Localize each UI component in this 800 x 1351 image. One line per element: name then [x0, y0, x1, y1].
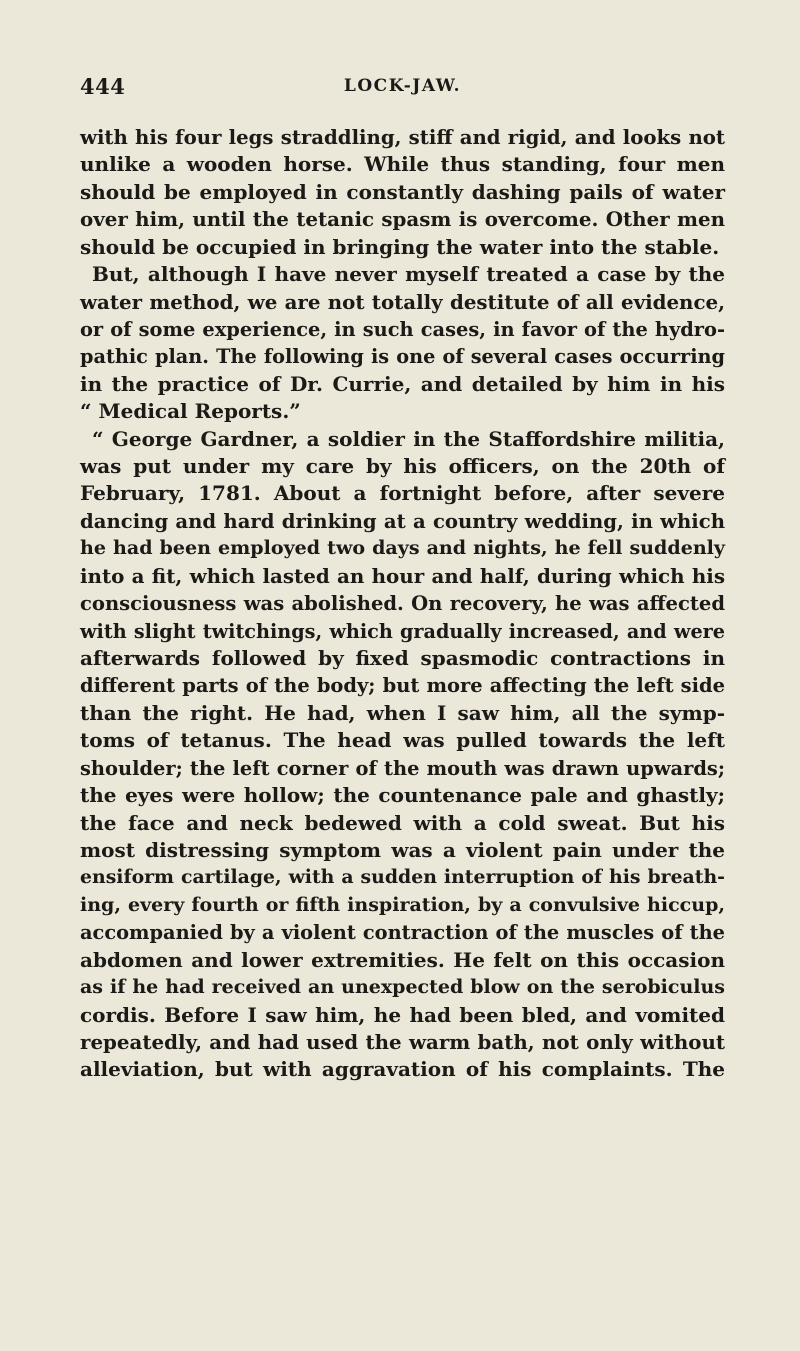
text-line: toms of tetanus. The head was pulled towards the left — [80, 728, 725, 753]
text-line: he had been employed two days and nights, he fell suddenly — [80, 537, 725, 560]
text-line: water method, we are not totally destitute of all evidence, — [80, 289, 725, 314]
text-line: over him, until the tetanic spasm is overcome. Other men — [80, 207, 725, 232]
text-line: ensiform cartilage, with a sudden interruption of his breath- — [80, 866, 725, 889]
body-text — [80, 124, 725, 1084]
running-title: LOCK-JAW. — [343, 76, 462, 96]
text-line: most distressing symptom was a violent pain under the — [80, 837, 725, 862]
text-line: February, 1781. About a fortnight before, after severe — [80, 481, 725, 506]
text-line: different parts of the body; but more affecting the left side — [80, 674, 725, 698]
text-line: was put under my care by his officers, on the 20th of — [80, 454, 725, 479]
page-number: 444 — [80, 74, 126, 99]
text-line: with his four legs straddling, stiff and rigid, and looks not — [80, 126, 725, 149]
text-line: ing, every fourth or fifth inspiration, by a convulsive hiccup, — [80, 893, 725, 916]
text-line: afterwards followed by fixed spasmodic contractions in — [80, 646, 725, 671]
text-line: as if he had received an unexpected blow on the serobiculus — [80, 976, 725, 999]
text-line: accompanied by a violent contraction of the muscles of the — [80, 921, 725, 945]
text-line: shoulder; the left corner of the mouth was drawn upwards; — [80, 756, 725, 780]
text-line: than the right. He had, when I saw him, all the symp- — [80, 700, 725, 725]
text-line: pathic plan. The following is one of several cases occurring — [80, 345, 725, 369]
text-line: repeatedly, and had used the warm bath, not only without — [80, 1029, 725, 1054]
page-header — [80, 74, 725, 104]
text-line: or of some experience, in such cases, in favor of the hydro- — [80, 317, 725, 341]
text-line: the face and neck bedewed with a cold sweat. But his — [80, 810, 725, 835]
text-line: in the practice of Dr. Currie, and detailed by him in his — [80, 371, 725, 396]
text-line: abdomen and lower extremities. He felt on this occasion — [80, 947, 725, 972]
text-line: “ George Gardner, a soldier in the Staffordshire militia, — [92, 426, 725, 451]
text-line: unlike a wooden horse. While thus standing, four men — [80, 152, 725, 177]
text-line: cordis. Before I saw him, he had been bled, and vomited — [80, 1002, 725, 1027]
text-line: with slight twitchings, which gradually increased, and were — [80, 619, 725, 643]
text-line: should be employed in constantly dashing pails of water — [80, 179, 725, 204]
text-line: alleviation, but with aggravation of his complaints. The — [80, 1057, 725, 1082]
text-line: consciousness was abolished. On recovery, he was affected — [80, 592, 725, 616]
text-line: should be occupied in bringing the water into the stable. — [80, 234, 720, 259]
text-line: “ Medical Reports.” — [80, 399, 301, 424]
text-line: into a fit, which lasted an hour and half, during which his — [80, 563, 725, 588]
text-line: dancing and hard drinking at a country wedding, in which — [80, 509, 725, 533]
text-line: But, although I have never myself treated a case by the — [92, 262, 725, 287]
text-line: the eyes were hollow; the countenance pale and ghastly; — [80, 783, 725, 808]
